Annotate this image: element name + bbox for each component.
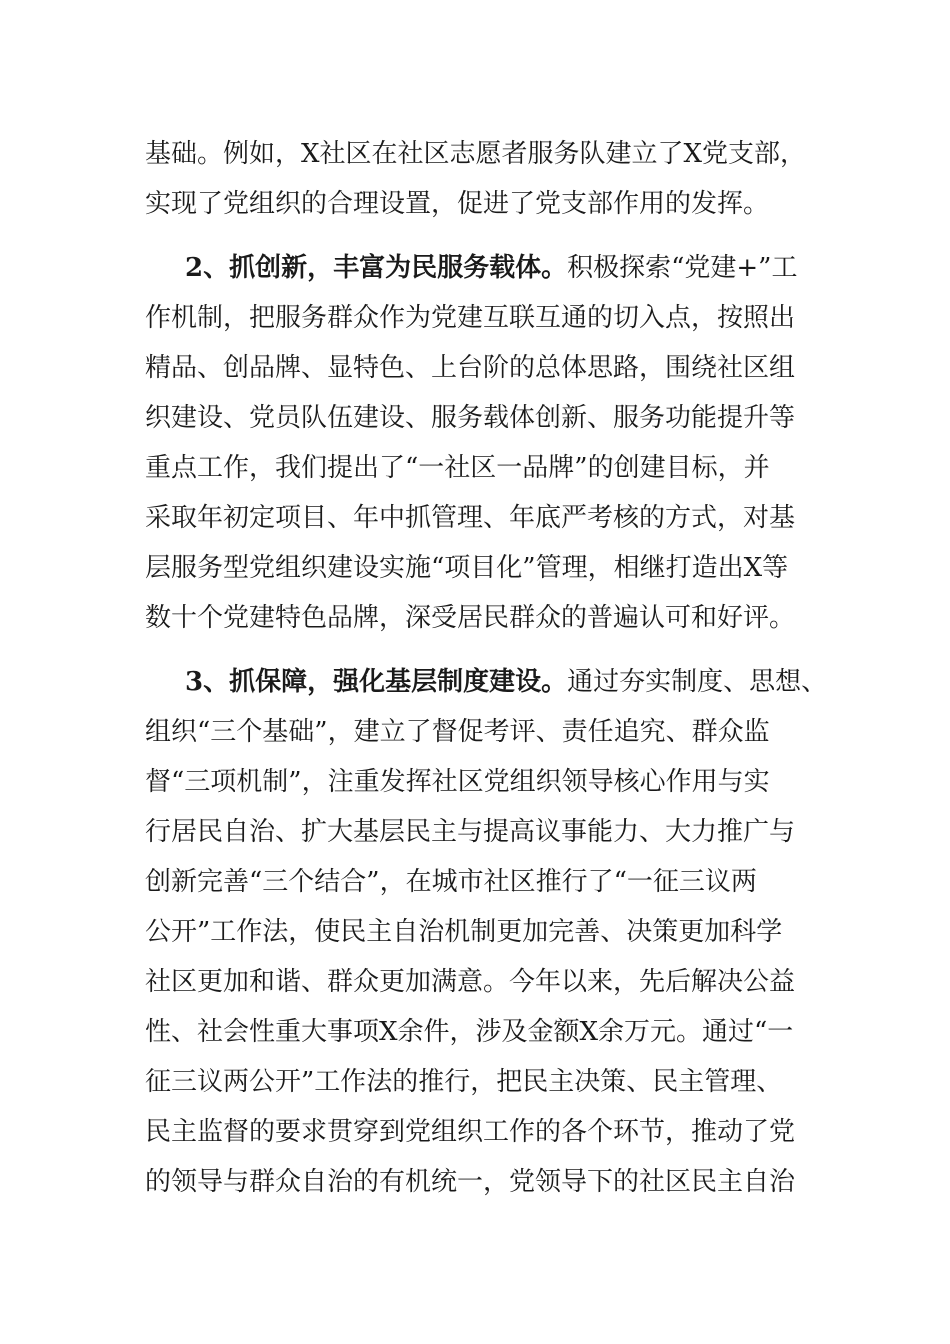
paragraph-2 bbox=[145, 243, 825, 643]
paragraph-1 bbox=[145, 129, 825, 229]
paragraph-line: 社区更加和谐、群众更加满意。今年以来，先后解决公益 bbox=[145, 967, 796, 997]
paragraph-line: 数十个党建特色品牌，深受居民群众的普遍认可和好评。 bbox=[145, 603, 796, 633]
paragraph-line: 采取年初定项目、年中抓管理、年底严考核的方式，对基 bbox=[145, 503, 796, 533]
paragraph-line: 精品、创品牌、显特色、上台阶的总体思路，围绕社区组 bbox=[145, 353, 796, 383]
paragraph-line: 层服务型党组织建设实施“项目化”管理，相继打造出X等 bbox=[145, 553, 789, 583]
paragraph-line: 组织“三个基础”，建立了督促考评、责任追究、群众监 bbox=[145, 717, 770, 747]
paragraph-text: 积极探索“党建+”工 bbox=[567, 253, 798, 283]
paragraph-line: 公开”工作法，使民主自治机制更加完善、决策更加科学 bbox=[145, 917, 783, 947]
paragraph-line: 重点工作，我们提出了“一社区一品牌”的创建目标，并 bbox=[145, 453, 770, 483]
paragraph-line: 征三议两公开”工作法的推行，把民主决策、民主管理、 bbox=[145, 1067, 783, 1097]
paragraph-line: 的领导与群众自治的有机统一，党领导下的社区民主自治 bbox=[145, 1167, 796, 1197]
paragraph-line: 基础。例如，X社区在社区志愿者服务队建立了X党支部， bbox=[145, 139, 807, 169]
paragraph-line: 督“三项机制”，注重发挥社区党组织领导核心作用与实 bbox=[145, 767, 770, 797]
paragraph-first-line bbox=[145, 243, 825, 293]
paragraph-line: 实现了党组织的合理设置，促进了党支部作用的发挥。 bbox=[145, 189, 770, 219]
document-body bbox=[145, 129, 828, 1207]
paragraph-line: 行居民自治、扩大基层民主与提高议事能力、大力推广与 bbox=[145, 817, 796, 847]
paragraph-line: 民主监督的要求贯穿到党组织工作的各个环节，推动了党 bbox=[145, 1117, 796, 1147]
paragraph-text: 通过夯实制度、思想、 bbox=[567, 667, 828, 697]
paragraph-3 bbox=[145, 657, 828, 1207]
section-heading: 3、抓保障，强化基层制度建设。 bbox=[185, 667, 568, 697]
paragraph-line: 创新完善“三个结合”，在城市社区推行了“一征三议两 bbox=[145, 867, 757, 897]
section-heading: 2、抓创新，丰富为民服务载体。 bbox=[185, 253, 568, 283]
paragraph-line: 作机制，把服务群众作为党建互联互通的切入点，按照出 bbox=[145, 303, 796, 333]
paragraph-line: 性、社会性重大事项X余件，涉及金额X余万元。通过“一 bbox=[145, 1017, 794, 1047]
paragraph-first-line bbox=[145, 657, 828, 707]
paragraph-line: 织建设、党员队伍建设、服务载体创新、服务功能提升等 bbox=[145, 403, 796, 433]
